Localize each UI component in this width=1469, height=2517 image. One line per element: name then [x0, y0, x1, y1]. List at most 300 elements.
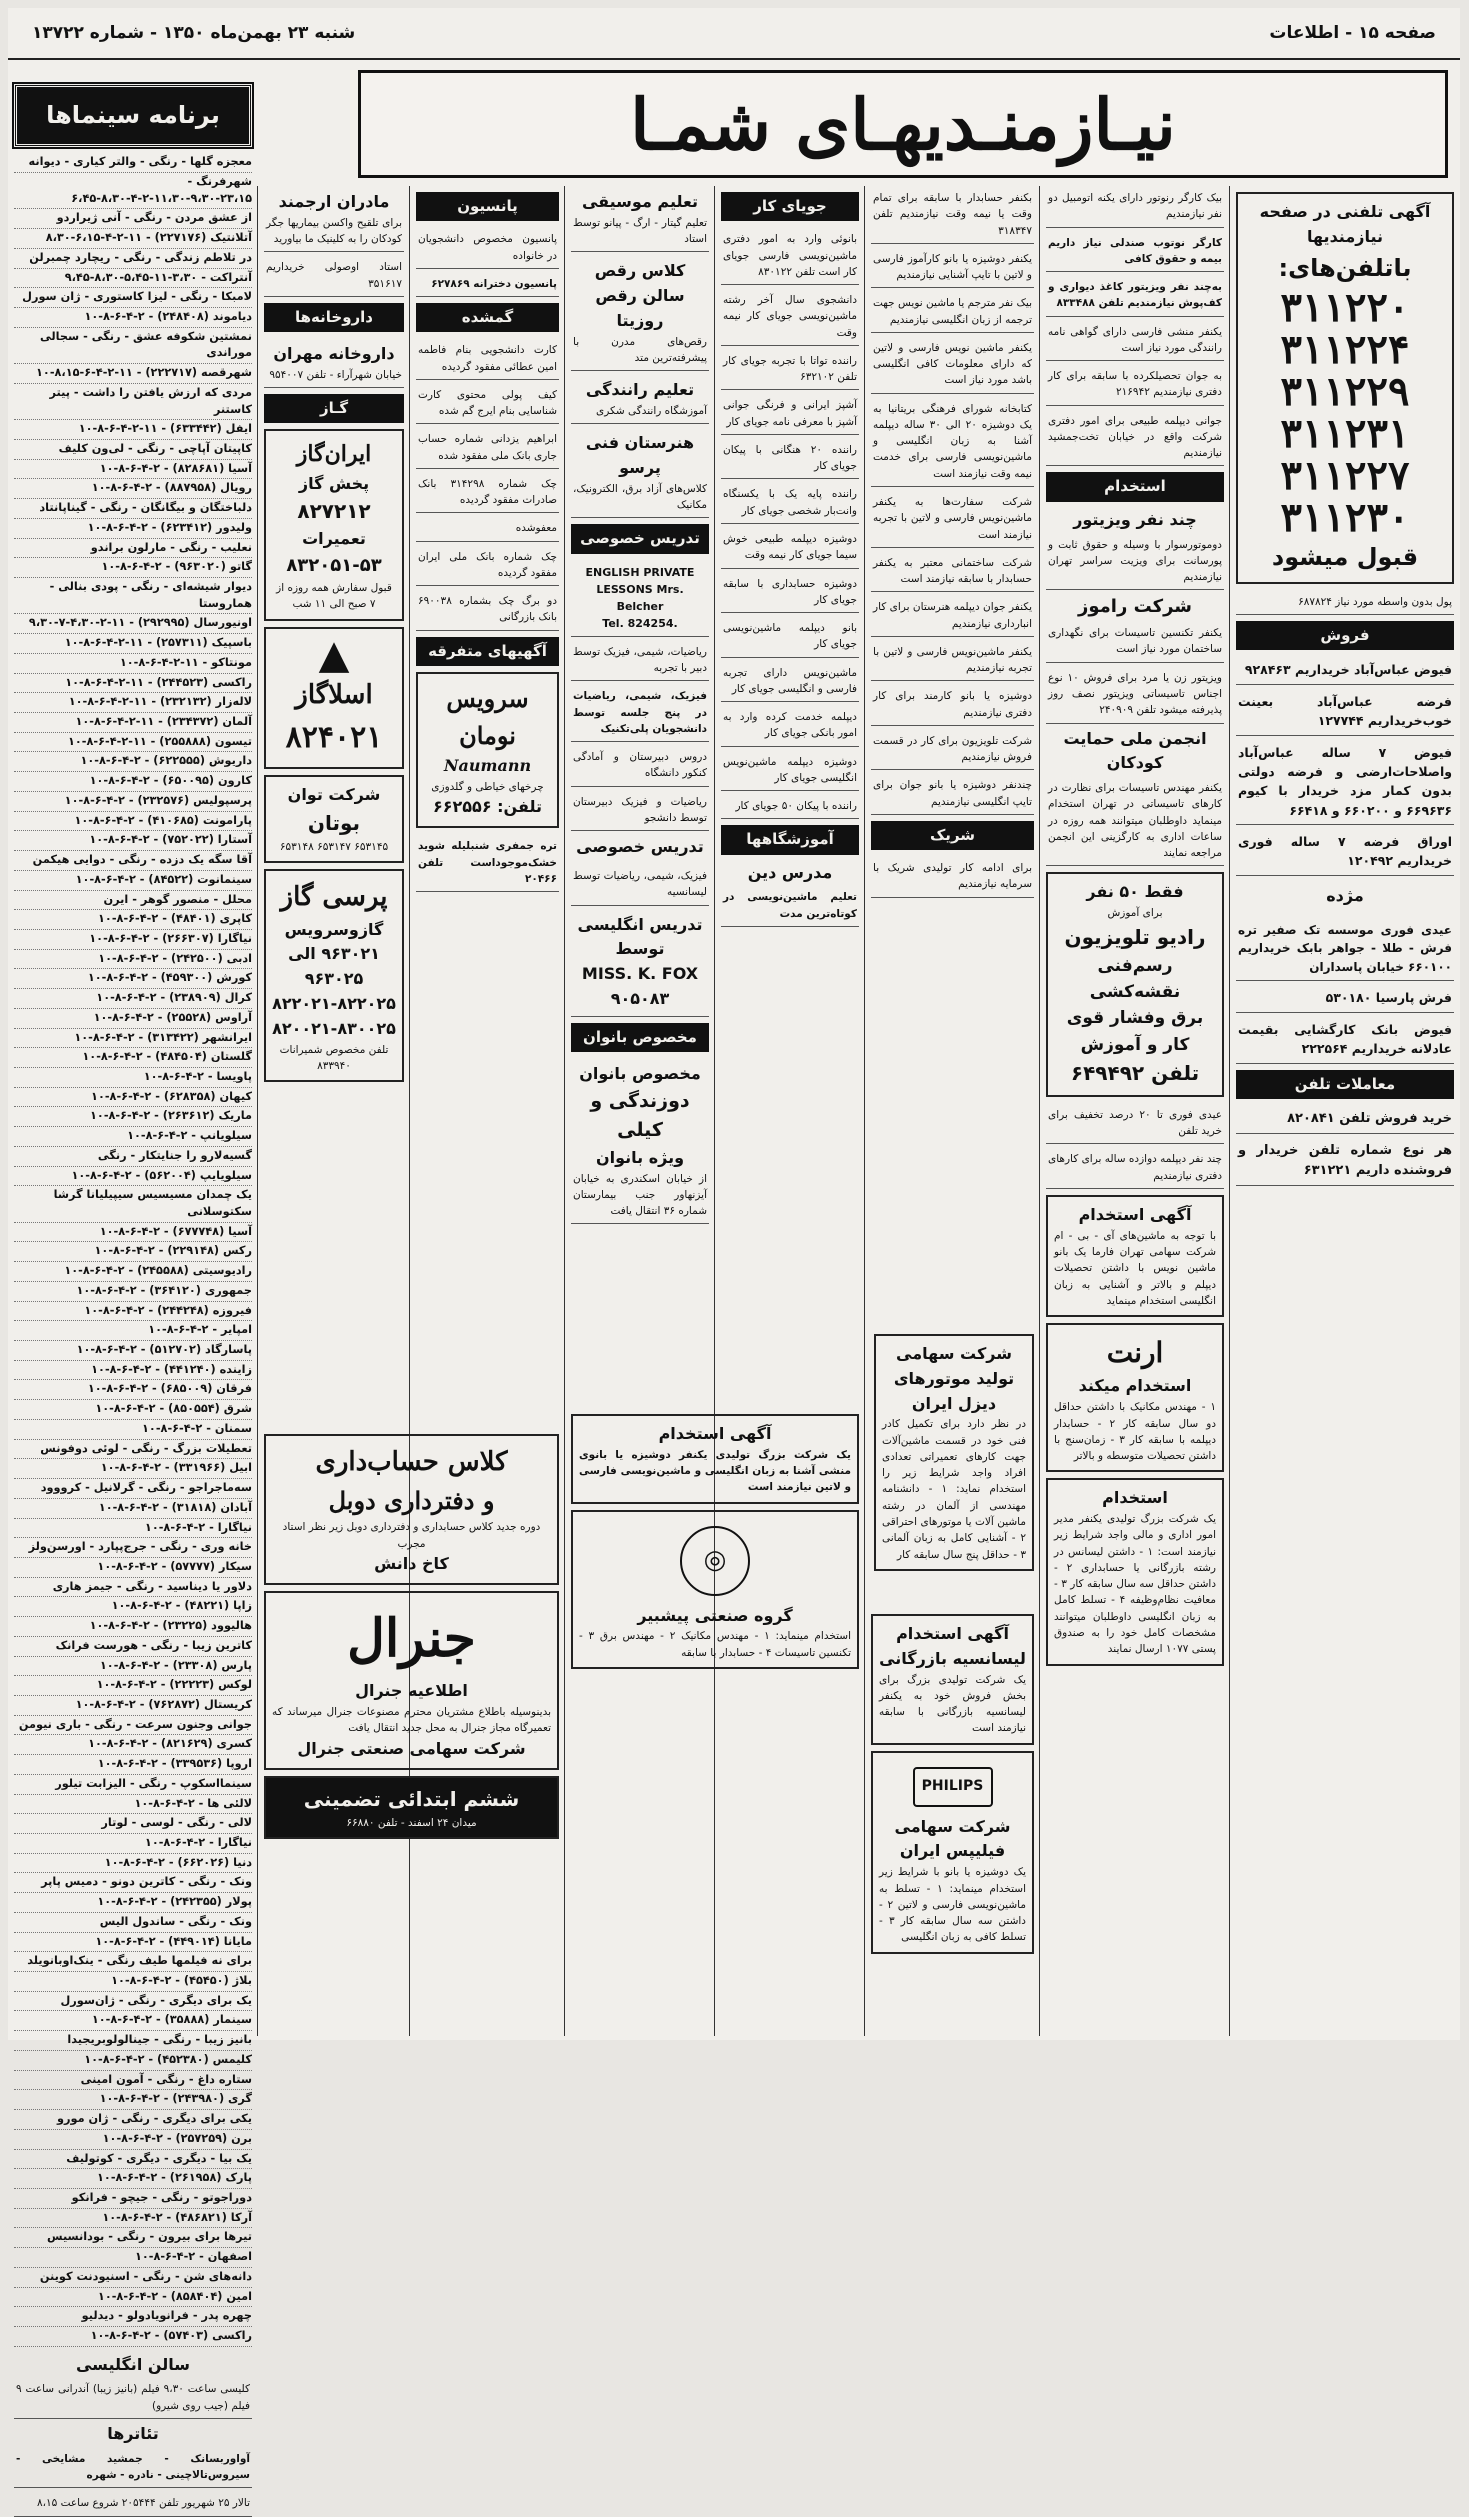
- cinema-listing: یکی برای دیگری - رنگی - ژان مورو: [14, 2110, 252, 2130]
- phone-number: ۳۱۱۲۳۱: [1280, 409, 1410, 457]
- philips-text: یک دوشیزه یا بانو با شرایط زیر استخدام مینماید: ۱ - تسلط به ماشین‌نویسی فارسی و لاتین ۲ - داشتن سه سال سابقه کار ۳ - تسلط کافی به زبان انگلیسی: [879, 1866, 1026, 1944]
- classified-ad: دوشیزه یا بانو کارمند برای کار دفتری نیازمندیم: [871, 684, 1034, 726]
- classified-ad: جوانی دیپلمه طبیعی برای امور دفتری شرکت واقع در خیابان تخت‌جمشید نیازمندیم: [1046, 409, 1224, 467]
- philips-title: شرکت سهامی فیلیپس ایران: [894, 1816, 1011, 1861]
- ad-subheading: مخصوص بانوان: [579, 1064, 701, 1084]
- section-title-schools: آموزشگاهها: [721, 825, 859, 854]
- cinema-listing: شهرقصه (۲۲۲۷۱۷) - ۱۱-۲-۴-۶-۸،۱۵-۱۰: [14, 364, 252, 384]
- cinema-listing: گسیه‌لارو را جنایتکار - رنگی: [14, 1147, 252, 1167]
- school-ad-text: میدان ۲۴ اسفند - تلفن ۶۶۸۸۰: [346, 1816, 477, 1829]
- column-phone-ads: [1236, 186, 1454, 2036]
- classified-ad: یکنفر ماشین نویس فارسی و لاتین که دارای معلومات کافی انگلیسی باشد مورد نیاز است: [871, 336, 1034, 394]
- salon-text: کلیسی ساعت ۹،۳۰ فیلم (بانیز زیبا) آندرانی ساعت ۹ فیلم (جیب روی شیرو): [14, 2377, 252, 2419]
- radio-course-line: برق وفشار قوی: [1066, 1008, 1204, 1029]
- classified-ad: [571, 255, 709, 371]
- cinema-listing: مونتاکو - ۱۱-۲-۴-۶-۸-۱۰: [14, 654, 252, 674]
- cinema-listing: خانه وری - رنگی - جرج‌پپارد - اورسن‌ولز: [14, 1538, 252, 1558]
- theater-text: آواوربسانک - جمشید مشایخی - سیروس‌تالاچینی - نادره - شهره: [14, 2447, 252, 2489]
- cinema-listing: پارک (۲۶۱۹۵۸) - ۲-۴-۶-۸-۱۰: [14, 2169, 252, 2189]
- classified-ad: ماشین‌نویس دارای تجربه فارسی و انگلیسی جویای کار: [721, 661, 859, 703]
- english-lesson-tel: Tel. 824254.: [602, 616, 678, 630]
- school-ad: [264, 1776, 559, 1839]
- classified-ad: فیوض ۷ ساله عباس‌آباد واصلاحات‌ارضی و فرضه دولتی بدون کمار مزد خریدار با کیوم ۶۶۹۶۳۶ و ۶۶۰۲۰۰ و ۶۶۴۱۸: [1236, 739, 1454, 826]
- classified-ad: کارت دانشجویی بنام فاطمه امین عطائی مفقود گردیده: [416, 338, 559, 380]
- radio-course-line: رسم‌فنی نقشه‌کشی: [1089, 955, 1181, 1002]
- flame-icon: ▲: [318, 631, 350, 678]
- company-ad-title: استخدام میکند: [1078, 1376, 1192, 1396]
- cinema-listing: سینمانوت (۸۴۵۲۲) - ۲-۴-۶-۸-۱۰: [14, 871, 252, 891]
- persigaz-logo: پرسی گاز: [280, 882, 388, 913]
- classified-ad: به‌چند نفر ویزیتور کاغذ دیواری و کف‌پوش نیازمندیم تلفن ۸۳۳۴۸۸: [1046, 275, 1224, 317]
- classified-ad: یکنفر تکنسین تاسیسات برای نگهداری ساختمان مورد نیاز است: [1046, 621, 1224, 663]
- cinema-listing: پاویسا - ۲-۴-۶-۸-۱۰: [14, 1068, 252, 1088]
- cinema-listing: دوراجوتو - رنگی - جیچو - فرانکو: [14, 2189, 252, 2209]
- aslagaz-logo: اسلاگاز: [295, 679, 373, 710]
- naumann-latin: Naumann: [443, 756, 532, 776]
- ad-heading: تعلیم رانندگی: [585, 380, 695, 400]
- classified-ad: آشپز ایرانی و فرنگی جوانی آشپز با معرفی نامه جویای کار: [721, 393, 859, 435]
- cinema-listing: آستارا (۷۵۲۰۲۲) - ۲-۴-۶-۸-۱۰: [14, 831, 252, 851]
- cinema-listing: شرق (۸۵۰۵۵۴) - ۲-۴-۶-۸-۱۰: [14, 1400, 252, 1420]
- classified-ad: راننده با پیکان ۵۰ جویای کار: [721, 794, 859, 819]
- aslagaz-phone: ۸۲۴۰۲۱: [285, 719, 383, 755]
- section-title-pharmacies: داروخانه‌ها: [264, 303, 404, 332]
- cinema-listing: زاینده (۴۴۱۲۴۰) - ۲-۴-۶-۸-۱۰: [14, 1361, 252, 1381]
- classified-ad: خرید فروش تلفن ۸۲۰۸۴۱: [1236, 1105, 1454, 1134]
- cinema-listing: محلل - منصور گوهر - ایرن: [14, 891, 252, 911]
- cinema-listing: هالیوود (۲۳۲۲۵) - ۲-۴-۶-۸-۱۰: [14, 1617, 252, 1637]
- section-title-job-seekers: جویای کار: [721, 192, 859, 221]
- naumann-phone: تلفن: ۶۶۲۵۵۶: [432, 797, 542, 817]
- phone-number: ۳۱۱۲۲۹: [1280, 367, 1410, 415]
- classified-ad: عیدی فوری تا ۲۰ درصد تخفیف برای خرید تلفن: [1046, 1103, 1224, 1145]
- ad-subheading: ویژه بانوان: [595, 1147, 685, 1167]
- column-divider: [564, 186, 565, 2036]
- cinema-listing: مردی که ارزش یافتن را داشت - پیتر کاستنر: [14, 384, 252, 420]
- cinema-listing: راکسی (۵۷۴۰۳) - ۲-۴-۶-۸-۱۰: [14, 2327, 252, 2347]
- classified-ad: دو برگ چک بشماره ۶۹۰۰۳۸ بانک بازرگانی: [416, 589, 559, 631]
- persigaz-phone: ۹۶۳۰۲۱ الی ۹۶۳۰۲۵: [288, 944, 380, 989]
- section-title-women: مخصوص بانوان: [571, 1023, 709, 1052]
- cinema-listing: ابیل (۳۳۱۹۶۶) - ۲-۴-۶-۸-۱۰: [14, 1459, 252, 1479]
- classified-ad: ریاضیات و فیزیک دبیرستان توسط دانشجو: [571, 790, 709, 832]
- cinema-listing: فیروزه (۲۴۴۲۴۸) - ۲-۴-۶-۸-۱۰: [14, 1302, 252, 1322]
- classified-ad: هر نوع شماره تلفن خریدار و فروشنده داریم ۶۳۱۲۲۱: [1236, 1137, 1454, 1186]
- classified-ad: چک شماره ۳۱۴۲۹۸ بانک صادرات مفقود گردیده: [416, 472, 559, 514]
- classified-ad: [571, 186, 709, 252]
- irangaz-phone: ۸۳۲۰۵۱-۵۳: [286, 555, 382, 577]
- classified-ad: بیک نفر مترجم یا ماشین نویس جهت ترجمه از زبان انگلیسی نیازمندیم: [871, 291, 1034, 333]
- classified-ad: کارگر نوتوب صندلی نیاز داریم بیمه و حقوق کافی: [1046, 231, 1224, 273]
- cinema-listing: ایرانشهر (۳۱۳۴۲۲) - ۲-۴-۶-۸-۱۰: [14, 1029, 252, 1049]
- cinema-listing: زاپا (۴۸۲۲۱) - ۲-۴-۶-۸-۱۰: [14, 1597, 252, 1617]
- radio-course-title: فقط ۵۰ نفر: [1086, 882, 1184, 902]
- cinema-listing: رادیوسیتی (۲۴۵۵۸۸) - ۲-۴-۶-۸-۱۰: [14, 1262, 252, 1282]
- irangaz-repair: تعمیرات: [302, 529, 366, 549]
- general-notice-title: اطلاعیه جنرال: [355, 1681, 468, 1701]
- cinema-listing: جوانی وجنون سرعت - رنگی - باری نیومن: [14, 1716, 252, 1736]
- diesel-motor-ad: [874, 1334, 1034, 1571]
- ad-text: رقص‌های مدرن با پیشرفته‌ترین متد: [573, 335, 707, 364]
- cinema-listing: سیکار (۵۷۷۷۷) - ۲-۴-۶-۸-۱۰: [14, 1558, 252, 1578]
- cinema-listing: سینمااسکوپ - رنگی - الیزابت تیلور: [14, 1775, 252, 1795]
- phone-ad-box: [1236, 192, 1454, 584]
- classified-ad: کتابخانه شورای فرهنگی بریتانیا به یک دوشیزه ۲۰ الی ۳۰ ساله دیپلمه آشنا به زبان انگلیسی و ماشین‌نویسی فارسی برای خدمت نیمه وقت نیازمند است: [871, 397, 1034, 487]
- cinema-listing: یک بیا - دیگری - دیگری - کوتولیف: [14, 2150, 252, 2170]
- school-ad-title: ششم ابتدائی تضمینی: [303, 1786, 520, 1811]
- phone-ad-label: باتلفن‌های:: [1278, 253, 1412, 282]
- cinema-listing: ایفل (۶۳۳۴۴۲) - ۱۱-۲-۴-۶-۸-۱۰: [14, 420, 252, 440]
- employment-notice-text: یک شرکت بزرگ تولیدی یکنفر مدیر امور اداری و مالی واجد شرایط زیر نیازمند است: ۱ - داشتن لیسانس در رشته بازرگانی یا حسابداری ۲ - داشتن حداقل سه سال سابقه کار ۳ - معافیت نظام‌وظیفه ۴ - تسلط کامل به زبان انگلیسی داوطلبان میتوانند مشخصات کامل خود را به صندوق پستی ۱۰۷۷ ارسال نمایند: [1054, 1513, 1216, 1656]
- classified-ad: راننده تواتا با تجربه جویای کار تلفن ۶۳۲۱۰۲: [721, 349, 859, 391]
- classified-ad: بکنفر حسابدار با سابقه برای تمام وقت یا نیمه وقت نیازمندیم تلفن ۳۱۸۳۴۷: [871, 186, 1034, 244]
- commerce-graduate-text: یک شرکت تولیدی بزرگ برای بخش فروش خود به یکنفر لیسانسیه بازرگانی با سابقه نیازمند است: [879, 1673, 1026, 1735]
- cinema-listing: شهرفرنگ - ۲۳،۱۵-۹،۳۰-۱۱،۳۰-۲-۴-۸،۳۰-۶،۴۵: [14, 173, 252, 209]
- cinema-listing: رویال (۸۸۷۹۵۸) - ۲-۴-۶-۸-۱۰: [14, 479, 252, 499]
- classified-ad: کیف پولی محتوی کارت شناسایی بنام ایرج گم شده: [416, 383, 559, 425]
- classified-ad: یکنفر منشی فارسی دارای گواهی نامه رانندگی مورد نیاز است: [1046, 320, 1224, 362]
- classified-ad: دوموتورسوار با وسیله و حقوق ثابت و پورسانت برای ویزیت سراسر تهران نیازمندیم: [1046, 533, 1224, 591]
- section-title-tutoring: تدریس خصوصی: [571, 524, 709, 553]
- cinema-listing: کورش (۴۵۹۳۰۰) - ۲-۴-۶-۸-۱۰: [14, 969, 252, 989]
- classified-ad: پانسیون مخصوص دانشجویان در خانواده: [416, 227, 559, 269]
- cinema-listing: یک چمدان مسیسیس سیپیلیانا گرشا سکتوسلانی: [14, 1186, 252, 1222]
- cinema-listing: لاله‌زار (۲۳۲۱۳۲) - ۱۱-۲-۴-۶-۸-۱۰: [14, 693, 252, 713]
- cinema-listing: برن (۲۵۷۲۵۹) - ۲-۴-۶-۸-۱۰: [14, 2130, 252, 2150]
- classified-ad: دوشیزه حسابداری با سابقه جویای کار: [721, 572, 859, 614]
- section-title-phone-deals: معاملات تلفن: [1236, 1070, 1454, 1099]
- philips-ad: [871, 1751, 1034, 1954]
- cinema-listing: بلاژ (۴۵۴۵۰) - ۲-۴-۶-۸-۱۰: [14, 1972, 252, 1992]
- classified-ad: ویزیتور زن یا مرد برای فروش ۱۰ نوع اجناس تاسیساتی ویزیتور نصف روز پذیرفته میشود تلفن ۲۴۰۹۰۹: [1046, 666, 1224, 724]
- ad-subtitle: چند نفر ویزیتور: [1073, 509, 1197, 529]
- classified-ad: پانسیون دخترانه ۶۲۷۸۶۹: [416, 272, 559, 297]
- classified-ad: دوشیزه دیپلمه ماشین‌نویس انگلیسی جویای کار: [721, 750, 859, 792]
- cinema-listing: اروپا (۳۳۹۵۳۶) - ۲-۴-۶-۸-۱۰: [14, 1755, 252, 1775]
- theater-note: تالار ۲۵ شهریور تلفن ۲۰۵۴۴۴ شروع ساعت ۸،۱۵: [14, 2491, 252, 2516]
- classified-ad: عیدی فوری موسسه تک صفیر تره فرش - طلا - جواهر بابک خریداریم ۶۶۰۱۰۰ خیابان پاسداران: [1236, 917, 1454, 982]
- column-divider: [257, 186, 258, 2036]
- cinema-listing: امین (۸۵۸۴۰۴) - ۲-۴-۶-۸-۱۰: [14, 2288, 252, 2308]
- classified-ad: فرضه عباس‌آباد بعینت خوب‌خریداریم ۱۲۷۷۴۴: [1236, 688, 1454, 736]
- section-title-employment: استخدام: [1046, 472, 1224, 501]
- persigaz-sub: گازوسرویس: [284, 919, 384, 939]
- ad-heading: تدریس خصوصی: [576, 837, 704, 857]
- radio-course-sub: برای آموزش: [1107, 907, 1163, 920]
- ad-text: آموزشگاه رانندگی شکری: [596, 405, 707, 418]
- accounting-class-ad: [264, 1434, 559, 1585]
- cinema-listing: لالی - رنگی - لوسی - لوتار: [14, 1814, 252, 1834]
- ad-text: از خیابان اسکندری به خیابان آیزنهاور جنب بیمارستان شماره ۳۶ انتقال یافت: [573, 1172, 707, 1218]
- persigaz-ad: [264, 869, 404, 1082]
- hiring-notice-box: [571, 1414, 859, 1504]
- cinema-listing: آراوس (۲۵۵۲۸) - ۲-۴-۶-۸-۱۰: [14, 1009, 252, 1029]
- cinema-listing: تیرها برای بیرون - رنگی - بودانسیس: [14, 2228, 252, 2248]
- classified-ad: ریاضیات، شیمی، فیزیک توسط دبیر با تجربه: [571, 640, 709, 682]
- cinema-listing: ونک - رنگی - ساندول الیس: [14, 1913, 252, 1933]
- column-bottom-boxes: [571, 1408, 859, 2028]
- classified-ad: فیوض بانک کارگشایی بقیمت عادلانه خریداریم ۲۲۲۵۶۴: [1236, 1016, 1454, 1064]
- irangaz-text: قبول سفارش همه روزه از ۷ صبح الی ۱۱ شب: [276, 582, 392, 611]
- irangaz-phone: ۸۲۷۲۱۲: [297, 499, 371, 524]
- employment-notice-title: استخدام: [1102, 1488, 1168, 1508]
- classified-ad: فیوض عباس‌آباد خریداریم ۹۲۸۴۶۳: [1236, 656, 1454, 684]
- classified-ad: بیک کارگر رنوتور دارای یکنه اتومبیل دو نفر نیازمندیم: [1046, 186, 1224, 228]
- theater-title: تئاترها: [107, 2424, 159, 2444]
- cinema-listing: کیهان (۶۲۸۳۵۸) - ۲-۴-۶-۸-۱۰: [14, 1088, 252, 1108]
- radio-course-ad: [1046, 872, 1224, 1096]
- cinema-listing: پرسپولیس (۲۳۲۵۷۶) - ۲-۴-۶-۸-۱۰: [14, 792, 252, 812]
- phone-number: ۳۱۱۲۲۷: [1280, 451, 1410, 499]
- classified-ad: پول بدون واسطه مورد نیاز ۶۸۷۸۲۴: [1236, 590, 1454, 615]
- cinema-listing: فرقان (۶۸۵۰۰۹) - ۲-۴-۶-۸-۱۰: [14, 1380, 252, 1400]
- accounting-class-subtitle: و دفترداری دوبل: [328, 1486, 495, 1516]
- cinema-listing: لامبکا - رنگی - لیزا کاستوری - ژان سورل: [14, 288, 252, 308]
- classified-ad: یکنفر دوشیزه یا بانو کارآموز فارسی و لاتین با تایپ آشنایی نیازمندیم: [871, 247, 1034, 289]
- ad-heading: تدریس انگلیسی توسط: [577, 914, 703, 959]
- cinema-listing: اصفهان - ۲-۴-۶-۸-۱۰: [14, 2248, 252, 2268]
- cinema-listing: ولیدور (۶۲۳۴۱۲) - ۲-۴-۶-۸-۱۰: [14, 519, 252, 539]
- cinema-listing: مایانا (۴۴۹۰۱۴) - ۲-۴-۶-۸-۱۰: [14, 1933, 252, 1953]
- cinema-listing: نیاگارا - ۲-۴-۶-۸-۱۰: [14, 1519, 252, 1539]
- cinema-listing: نمشتین شکوفه عشق - رنگی - سجالی موراندی: [14, 328, 252, 364]
- cinema-listing: لوکس (۲۲۲۲۳) - ۲-۴-۶-۸-۱۰: [14, 1676, 252, 1696]
- classified-ad: بانو دیپلمه ماشین‌نویسی جویای کار: [721, 616, 859, 658]
- column-bottom-spanning: [264, 1428, 559, 2028]
- tutor-name: MISS. K. FOX: [581, 964, 699, 984]
- classified-ad: تره جمفری شنبلیله شوید خشک‌موجوداست تلفن ۲۰۴۶۶: [416, 834, 559, 892]
- cinema-program-title: برنامه سینماها: [14, 84, 252, 147]
- section-title-good-news: مژده: [1326, 885, 1364, 905]
- cinema-listing: آقا سگه یک دزده - رنگی - دوایی هیکمن: [14, 851, 252, 871]
- section-title-sales: فروش: [1236, 621, 1454, 650]
- phone-accept: قبول میشود: [1271, 542, 1419, 571]
- accounting-class-school: کاخ دانش: [374, 1554, 449, 1574]
- cinema-listing: باسپیک (۲۵۷۳۱۱) - ۱۱-۲-۴-۶-۸-۱۰: [14, 634, 252, 654]
- cinema-listing: بانیز زیبا - رنگی - جینالولوبریجیدا: [14, 2031, 252, 2051]
- ad-heading: هنرستان فنی پرسو: [585, 433, 695, 478]
- column-pharmacy-gas: [264, 186, 404, 1416]
- tavan-phones: ۶۵۳۱۴۵ ۶۵۳۱۴۷ ۶۵۳۱۴۸: [279, 841, 389, 854]
- cinema-listing: ونک - رنگی - کاترین دونو - دمیس پاپر: [14, 1873, 252, 1893]
- diesel-motor-title: شرکت سهامی تولید موتورهای دیزل ایران: [893, 1344, 1015, 1413]
- accounting-class-title: کلاس حساب‌داری: [315, 1447, 508, 1477]
- persigaz-note: تلفن مخصوص شمیرانات ۸۳۳۹۴۰: [279, 1043, 389, 1072]
- employment-notice-text: با توجه به ماشین‌های آی - بی - ام شرکت سهامی تهران فارما یک بانو ماشین نویس با داشتن تحصیلات دیپلم و بالاتر و آشنایی به زبان انگلیسی استخدام مینماید: [1054, 1229, 1216, 1307]
- cinema-listing: آتلانتیک (۲۲۷۱۷۶) - ۱۱-۲-۴-۶،۱۵-۸،۳۰: [14, 229, 252, 249]
- classified-ad: [264, 186, 404, 252]
- employment-notice-box: [1046, 1195, 1224, 1317]
- cinema-listing: گاتو (۹۶۳۰۲۰) - ۲-۴-۶-۸-۱۰: [14, 558, 252, 578]
- classified-ad: استاد اوصولی خریداریم ۳۵۱۶۱۷: [264, 255, 404, 297]
- employment-notice-title: آگهی استخدام: [1078, 1204, 1192, 1224]
- column-cinema: [14, 78, 252, 2510]
- cinema-listing: پارامونت (۴۱۰۶۸۵) - ۲-۴-۶-۸-۱۰: [14, 812, 252, 832]
- column-divider: [1039, 186, 1040, 2036]
- classified-ad: فیزیک، شیمی، ریاضیات توسط لیسانسیه: [571, 864, 709, 906]
- column-divider: [1229, 186, 1230, 2036]
- cinema-listing: دلباختگان و بیگانگان - رنگی - گیناپانتاد: [14, 499, 252, 519]
- general-company: شرکت سهامی صنعتی جنرال: [297, 1738, 526, 1758]
- column-jobs-1: [1046, 186, 1224, 2036]
- classified-ad: تعلیم ماشین‌نویسی در کوتاه‌ترین مدت: [721, 885, 859, 927]
- cinema-listing: سیلویایپ (۵۶۲۰۰۴) - ۲-۴-۶-۸-۱۰: [14, 1167, 252, 1187]
- cinema-listing: لالئی ها - ۲-۴-۶-۸-۱۰: [14, 1795, 252, 1815]
- ad-text: کلاس‌های آزاد برق، الکترونیک، مکانیک: [573, 482, 707, 512]
- ad-subheading: سالن رقص روزیتا: [595, 286, 685, 330]
- cinema-listing: کسری (۸۲۱۶۲۹) - ۲-۴-۶-۸-۱۰: [14, 1735, 252, 1755]
- ad-heading: کلاس رقص: [594, 261, 686, 281]
- classified-ad: به جوان تحصیلکرده با سابقه برای کار دفتری نیازمندیم ۲۱۶۹۴۲: [1046, 364, 1224, 406]
- cinema-listing: سمنان - ۲-۴-۶-۸-۱۰: [14, 1420, 252, 1440]
- persigaz-phone: ۸۲۲۰۲۱-۸۲۲۰۲۵: [272, 994, 396, 1014]
- company-name: شرکت راموز: [1077, 596, 1192, 618]
- cinema-listing: کارون (۶۵۰۰۹۵) - ۲-۴-۶-۸-۱۰: [14, 772, 252, 792]
- cinema-listing: ستاره داغ - رنگی - آمون امینی: [14, 2071, 252, 2091]
- cinema-listing: راکسی (۲۴۴۵۲۳) - ۱۱-۲-۴-۶-۸-۱۰: [14, 674, 252, 694]
- cinema-listing: آبادان (۳۱۸۱۸) - ۲-۴-۶-۸-۱۰: [14, 1499, 252, 1519]
- ad-text: برای تلقیح واکسن بیماریها جگر کودکان را به کلینیک ما بیاورید: [266, 216, 402, 246]
- cinema-listing: گری (۲۴۳۹۸۰) - ۲-۴-۶-۸-۱۰: [14, 2090, 252, 2110]
- classified-ad: دیپلمه خدمت کرده وارد به امور بانکی جویای کار: [721, 705, 859, 747]
- employment-notice-box: [1046, 1478, 1224, 1665]
- hiring-notice-text: یک شرکت بزرگ تولیدی یکنفر دوشیزه یا بانوی منشی آشنا به زبان انگلیسی و ماشین‌نویسی فارسی و لاتین نیازمند است: [579, 1448, 851, 1494]
- general-ad: [264, 1591, 559, 1770]
- cinema-listing: سه‌ماجراجو - رنگی - گرلانیل - کرووود: [14, 1479, 252, 1499]
- radio-course-line: کار و آموزش: [1080, 1034, 1190, 1055]
- cinema-listing: اونیورسال (۲۹۲۹۹۵) - ۱۱-۲-۴،۳۰-۷-۹،۳۰: [14, 614, 252, 634]
- cinema-listing: برای نه فیلمها طیف رنگی - ینک‌اوبانویلد: [14, 1952, 252, 1972]
- classified-ad: [571, 427, 709, 518]
- classified-ad: شرکت ساختمانی معتبر به یکنفر حسابدار با سابقه نیازمند است: [871, 551, 1034, 593]
- cinema-listing: کاپری (۴۸۴۰۱) - ۲-۴-۶-۸-۱۰: [14, 910, 252, 930]
- ad-heading: مادران ارجمند: [278, 192, 390, 211]
- phone-ad-title: آگهی تلفنی در صفحه نیازمندیها: [1259, 202, 1431, 246]
- column-large-ads-2: [871, 1608, 1034, 2028]
- column-education: [571, 186, 709, 1386]
- cinema-listing: ادبی (۲۴۲۵۰۰) - ۲-۴-۶-۸-۱۰: [14, 950, 252, 970]
- company-logo: ارنت: [1106, 1336, 1164, 1370]
- cinema-listing: سینمار (۳۵۸۸۸) - ۲-۴-۶-۸-۱۰: [14, 2011, 252, 2031]
- cinema-listing: نیاگارا - ۲-۴-۶-۸-۱۰: [14, 1834, 252, 1854]
- cinema-listing: سیلویانپ - ۲-۴-۶-۸-۱۰: [14, 1127, 252, 1147]
- company-ad-box: [1046, 1323, 1224, 1472]
- general-logo-text: جنرال: [347, 1607, 476, 1669]
- tavan-sub: بوتان: [307, 811, 361, 836]
- irangaz-logo: ایران‌گاز: [296, 441, 372, 468]
- pharmacy-address: خیابان شهرآراء - تلفن ۹۵۴۰۰۷: [269, 368, 402, 381]
- cinema-listing: نیاگارا (۲۶۶۳۰۷) - ۲-۴-۶-۸-۱۰: [14, 930, 252, 950]
- classified-ad: فرش پارسیا ۵۳۰۱۸۰: [1236, 984, 1454, 1012]
- cinema-listing: تیسون (۲۵۵۸۸۸) - ۱۱-۲-۴-۶-۸-۱۰: [14, 733, 252, 753]
- tutor-phone: ۹۰۵۰۸۳: [610, 988, 670, 1008]
- section-title-gas: گـاز: [264, 394, 404, 423]
- section-title-misc: آگهیهای متفرقه: [416, 637, 559, 666]
- cinema-listing: کاپیتان آپاچی - رنگی - لی‌ون کلیف: [14, 440, 252, 460]
- cinema-listing: در تلاطم زندگی - رنگی - ریچارد چمبرلن: [14, 249, 252, 269]
- cinema-listing: دلاور یا دیناسید - رنگی - جیمز هاری: [14, 1578, 252, 1598]
- cinema-listing: رکس (۲۲۹۱۴۸) - ۲-۴-۶-۸-۱۰: [14, 1242, 252, 1262]
- classified-ad: یکنفر ماشین‌نویس فارسی و لاتین با تجربه نیازمندیم: [871, 640, 1034, 682]
- aslagaz-ad: [264, 627, 404, 770]
- cinema-listing: آلمان (۲۳۴۳۷۲) - ۱۱-۲-۴-۶-۸-۱۰: [14, 713, 252, 733]
- classified-ad: [264, 338, 404, 388]
- commerce-graduate-ad: [871, 1614, 1034, 1745]
- classified-ad: [571, 1058, 709, 1224]
- cinema-listing: دیاموند (۲۴۸۴۰۸) - ۲-۴-۶-۸-۱۰: [14, 308, 252, 328]
- classified-ad: دروس دبیرستان و آمادگی کنکور دانشگاه: [571, 745, 709, 787]
- naumann-ad: [416, 672, 559, 828]
- naumann-title: سرویس نومان: [446, 684, 529, 751]
- cinema-listing: آسیا (۶۷۷۷۴۸) - ۲-۴-۶-۸-۱۰: [14, 1223, 252, 1243]
- industrial-group-text: استخدام مینماید: ۱ - مهندس مکانیک ۲ - مهندس برق ۳ - تکنسین تاسیسات ۴ - حسابدار با سابقه: [579, 1630, 852, 1659]
- page-header: [8, 8, 1460, 60]
- cinema-listing: نعلیب - رنگی - مارلون براندو: [14, 539, 252, 559]
- radio-course-heading: رادیو تلویزیون: [1064, 924, 1206, 949]
- classified-ad: بانوئی وارد به امور دفتری ماشین‌نویسی فارسی جویای کار است تلفن ۸۳۰۱۲۲: [721, 227, 859, 285]
- ad-heading-large: دوزندگی و کیلی: [590, 1089, 690, 1142]
- cinema-listing: کرال (۲۳۸۹۰۹) - ۲-۴-۶-۸-۱۰: [14, 989, 252, 1009]
- cinema-listing: دانه‌های شن - رنگی - اسنیودنت کوینن: [14, 2268, 252, 2288]
- ad-text: تعلیم گیتار - ارگ - پیانو توسط استاد: [573, 216, 707, 246]
- cinema-listing: دنیا (۶۶۲۰۲۶) - ۲-۴-۶-۸-۱۰: [14, 1854, 252, 1874]
- irangaz-ad: [264, 429, 404, 620]
- cinema-listing: پاسارگاد (۵۱۲۷۰۲) - ۲-۴-۶-۸-۱۰: [14, 1341, 252, 1361]
- cinema-listing: پارس (۲۳۳۰۸) - ۲-۴-۶-۸-۱۰: [14, 1657, 252, 1677]
- org-name: انجمن ملی حمایت کودکان: [1063, 728, 1207, 773]
- cinema-listing: پولار (۲۴۲۳۵۵) - ۲-۴-۶-۸-۱۰: [14, 1893, 252, 1913]
- diesel-motor-text: در نظر دارد برای تکمیل کادر فنی خود در قسمت ماشین‌آلات جهت کارهای تعمیراتی تعدادی افراد واجد شرایط زیر را استخدام نماید: ۱ - دانشنامه مهندسی از آلمان در رشته ماشین آلات یا موتورهای احتراقی ۲ - آشنایی کامل به زبان آلمانی ۳ - حداقل پنج سال سابقه کار: [882, 1418, 1026, 1561]
- classified-ad: شرکت سفارت‌ها به یکنفر ماشین‌نویس فارسی و لاتین با تجربه نیازمند است: [871, 490, 1034, 548]
- cinema-listing: کلیمس (۴۵۲۳۸۰) - ۲-۴-۶-۸-۱۰: [14, 2051, 252, 2071]
- cinema-listing: معجزه گلها - رنگی - والتر کیاری - دیوانه: [14, 153, 252, 173]
- classified-ad: [571, 909, 709, 1017]
- company-ad-text: ۱ - مهندس مکانیک با داشتن حداقل دو سال سابقه کار ۲ - حسابدار دیپلمه با سابقه کار ۳ - زمان‌سنج با داشتن تحصیلات متوسطه و بالاتر: [1054, 1401, 1216, 1463]
- cinema-listing: گلستان (۴۸۴۵۰۴) - ۲-۴-۶-۸-۱۰: [14, 1048, 252, 1068]
- irangaz-sub: پخش گاز: [298, 473, 370, 493]
- persigaz-phone: ۸۲۰۰۲۱-۸۳۰۰۲۵: [272, 1018, 396, 1038]
- salon-title: سالن انگلیسی: [75, 2354, 191, 2374]
- header-date-issue: شنبه ۲۳ بهمن‌ماه ۱۳۵۰ - شماره ۱۳۷۲۲: [32, 23, 356, 43]
- classified-ad: چک شماره بانک ملی ایران مفقود گردیده: [416, 545, 559, 587]
- classified-ad: یکنفر جوان دیپلمه هنرستان برای کار انبارداری نیازمندیم: [871, 595, 1034, 637]
- classified-ad: دانشجوی سال آخر رشته ماشین‌نویسی جویای کار نیمه وقت: [721, 288, 859, 346]
- classified-ad: یکنفر مهندس تاسیسات برای نظارت در کارهای تاسیساتی در تهران استخدام مینماید داوطلبان میتوانند همه روزه در ساعات اداری به کارگزینی این انجمن مراجعه نمایند: [1046, 776, 1224, 866]
- classified-ad: فیزیک، شیمی، ریاضیات در پنج جلسه توسط دانشجویان پلی‌تکنیک: [571, 684, 709, 742]
- classified-ad: چندنفر دوشیزه یا بانو جوان برای تایپ انگلیسی نیازمندیم: [871, 773, 1034, 815]
- classified-ad: معفوشده: [416, 516, 559, 541]
- cinema-listing: ماریک (۲۶۳۶۱۲) - ۲-۴-۶-۸-۱۰: [14, 1107, 252, 1127]
- classified-ad: شرکت تلویزیون برای کار در قسمت فروش نیازمندیم: [871, 729, 1034, 771]
- philips-logo: PHILIPS: [913, 1767, 993, 1807]
- section-title-lost: گمشده: [416, 303, 559, 332]
- phone-number: ۳۱۱۲۲۰: [1280, 283, 1410, 331]
- cinema-listing: داریوش (۶۲۲۵۵۵) - ۲-۴-۶-۸-۱۰: [14, 752, 252, 772]
- classified-ad: ابراهیم یزدانی شماره حساب جاری بانک ملی مفقود شده: [416, 427, 559, 469]
- classified-ad: چند نفر دیپلمه دوازده ساله برای کارهای دفتری نیازمندیم: [1046, 1147, 1224, 1189]
- industrial-group-logo: ◎: [680, 1526, 750, 1596]
- section-banner: نیـازمنـدیهـای شمـا: [358, 70, 1448, 178]
- school-subtitle: مدرس دین: [747, 862, 833, 882]
- phone-number: ۳۱۱۲۳۰: [1280, 493, 1410, 541]
- cinema-listing: آرکا (۴۸۶۸۲۱) - ۲-۴-۶-۸-۱۰: [14, 2209, 252, 2229]
- radio-course-phone: تلفن ۶۴۹۴۹۲: [1070, 1060, 1200, 1085]
- general-notice-text: بدینوسیله باطلاع مشتریان محترم مصنوعات جنرال میرساند که تعمیرگاه مجاز جنرال به محل جدید انتقال یافت: [272, 1706, 551, 1735]
- classified-ad: دوشیزه دیپلمه طبیعی خوش سیما جویای کار نیمه وقت: [721, 527, 859, 569]
- header-page-number: صفحه ۱۵ - اطلاعات: [1269, 23, 1436, 43]
- phone-number: ۳۱۱۲۲۴: [1280, 325, 1410, 373]
- cinema-listing: کاترین زیبا - رنگی - هورست فرانک: [14, 1637, 252, 1657]
